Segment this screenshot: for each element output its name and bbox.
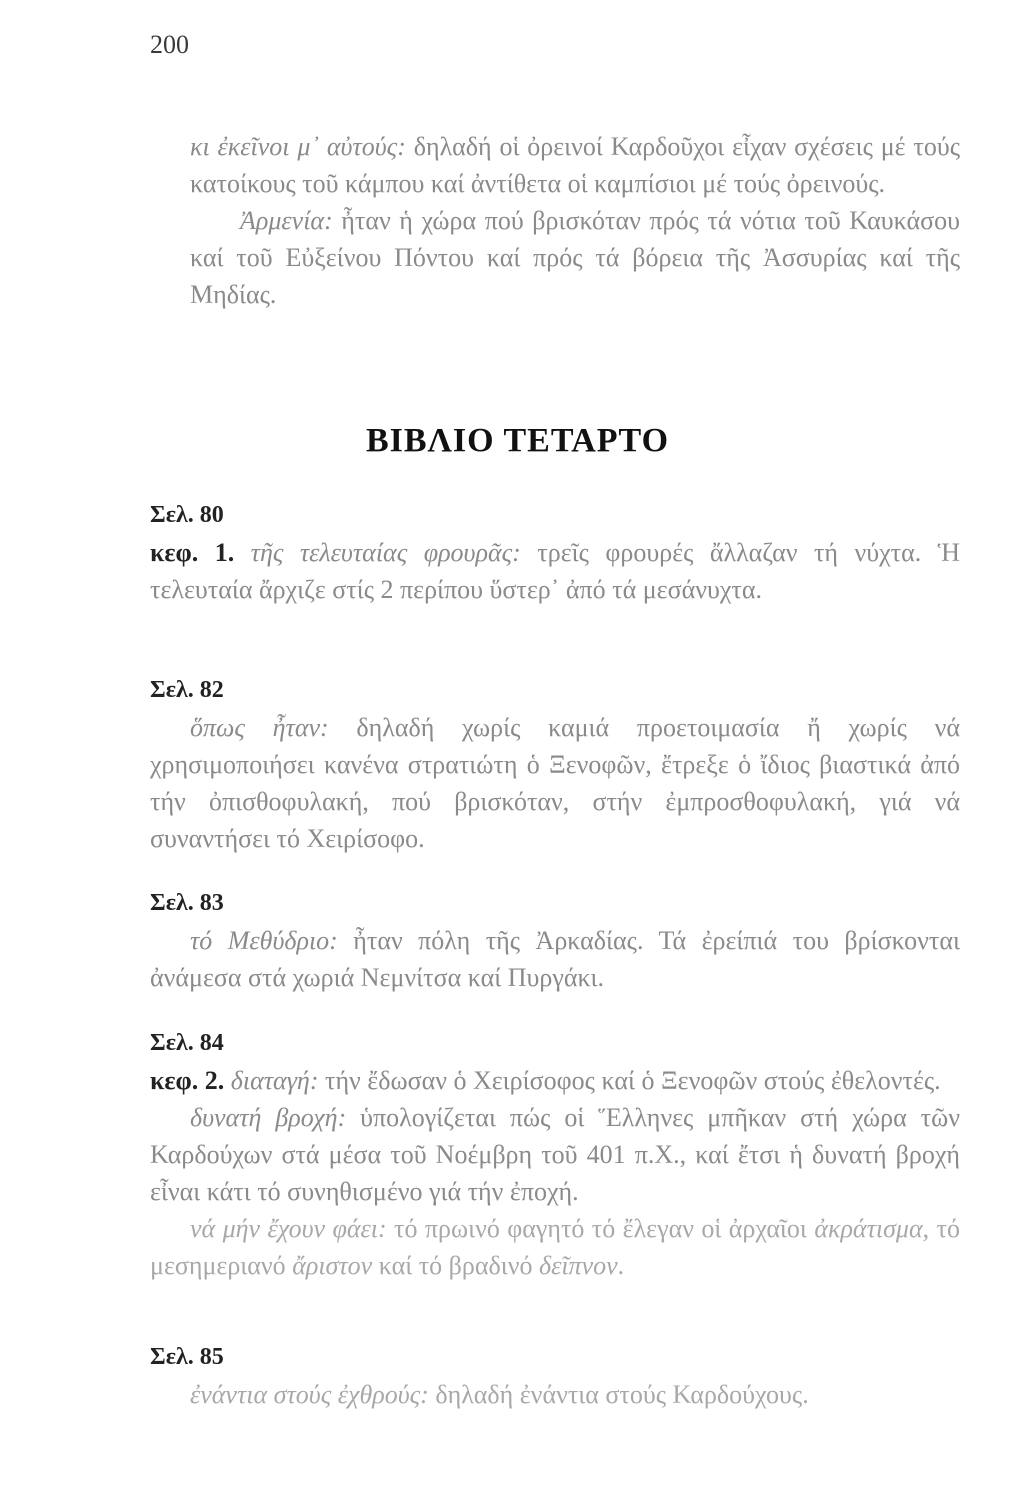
section-page-85 (150, 1340, 960, 1413)
page-number: 200 (150, 30, 189, 59)
note-paragraph (190, 128, 960, 202)
note-paragraph (190, 202, 960, 313)
note-paragraph (150, 1099, 960, 1210)
note-text: δηλαδή ἐνάντια στούς Καρδούχους. (428, 1380, 809, 1409)
note-text: . (617, 1251, 625, 1280)
note-term: τῆς τελευταίας φρουρᾶς: (250, 538, 521, 567)
note-term: δυνατή βροχή: (190, 1103, 347, 1132)
note-paragraph (150, 922, 960, 996)
note-text: δηλαδή οἱ ὀρεινοί Καρδοῦχοι εἶχαν σχέσεις μέ τούς κατοίκους τοῦ κάμπου καί ἀντίθετα οἱ καμπίσιοι μέ τούς ὀρεινούς. (190, 132, 960, 198)
note-term: τό Μεθύδριο: (190, 926, 338, 955)
note-term: νά μήν ἔχουν φάει: (190, 1214, 387, 1243)
intro-notes (190, 128, 960, 313)
section-heading: Σελ. 84 (150, 1030, 224, 1056)
note-text: τό πρωινό φαγητό τό ἔλεγαν οἱ ἀρχαῖοι (386, 1214, 815, 1243)
chapter-label: κεφ. 2. (150, 1066, 225, 1095)
note-paragraph (150, 534, 960, 608)
note-term: ἄριστον (292, 1251, 373, 1280)
note-term: δεῖπνον (538, 1251, 618, 1280)
section-heading: Σελ. 82 (150, 677, 224, 703)
note-paragraph (150, 709, 960, 857)
section-page-84 (150, 1026, 960, 1284)
book-title: ΒΙΒΛΙΟ ΤΕΤΑΡΤΟ (365, 422, 670, 459)
note-text: δηλαδή χωρίς καμιά προετοιμασία ἤ χωρίς νά χρησιμοποιήσει κανένα στρατιώτη ὁ Ξενοφῶν, ἔτρεξε ὁ ἴδιος βιαστικά ἀπό τήν ὀπισθοφυλακή, πού βρισκόταν, στήν ἐμπροσθοφυλακή, γιά νά συναντήσει τό Χειρίσοφο. (150, 713, 960, 853)
section-heading: Σελ. 80 (150, 502, 224, 528)
section-heading: Σελ. 85 (150, 1344, 224, 1370)
note-term: κι ἐκεῖνοι μ᾽ αὐτούς: (190, 132, 406, 161)
note-paragraph (150, 1376, 960, 1413)
note-term: διαταγή: (230, 1066, 319, 1095)
section-page-82 (150, 673, 960, 857)
note-text: καί τό βραδινό (372, 1251, 539, 1280)
note-paragraph (150, 1062, 960, 1099)
note-text: ἦταν πόλη τῆς Ἀρκαδίας. Τά ἐρείπιά του βρίσκονται ἀνάμεσα στά χωριά Νεμνίτσα καί Πυργάκι. (150, 926, 960, 992)
chapter-label: κεφ. 1. (150, 538, 235, 567)
note-term: ἀκράτισμα (814, 1214, 923, 1243)
section-heading: Σελ. 83 (150, 890, 224, 916)
note-text: ἦταν ἡ χώρα πού βρισκόταν πρός τά νότια τοῦ Καυκάσου καί τοῦ Εὐξείνου Πόντου καί πρός τά βόρεια τῆς Ἀσσυρίας καί τῆς Μηδίας. (190, 206, 960, 309)
note-term: Ἀρμενία: (240, 206, 333, 235)
note-text: τήν ἔδωσαν ὁ Χειρίσοφος καί ὁ Ξενοφῶν στούς ἐθελοντές. (318, 1066, 941, 1095)
section-page-80 (150, 498, 960, 608)
note-term: ἐνάντια στούς ἐχθρούς: (190, 1380, 429, 1409)
note-text: ὑπολογίζεται πώς οἱ Ἕλληνες μπῆκαν στή χώρα τῶν Καρδούχων στά μέσα τοῦ Νοέμβρη τοῦ 401 π.Χ., καί ἔτσι ἡ δυνατή βροχή εἶναι κάτι τό συνηθισμένο γιά τήν ἐποχή. (150, 1103, 960, 1206)
note-term: ὅπως ἦταν: (190, 713, 329, 742)
note-paragraph (150, 1210, 960, 1284)
section-page-83 (150, 886, 960, 996)
note-text: τρεῖς φρουρές ἄλλαζαν τή νύχτα. Ἡ τελευταία ἄρχιζε στίς 2 περίπου ὕστερ᾽ ἀπό τά μεσάνυχτα. (150, 538, 960, 604)
note-text: , τό μεσημεριανό (150, 1214, 960, 1280)
